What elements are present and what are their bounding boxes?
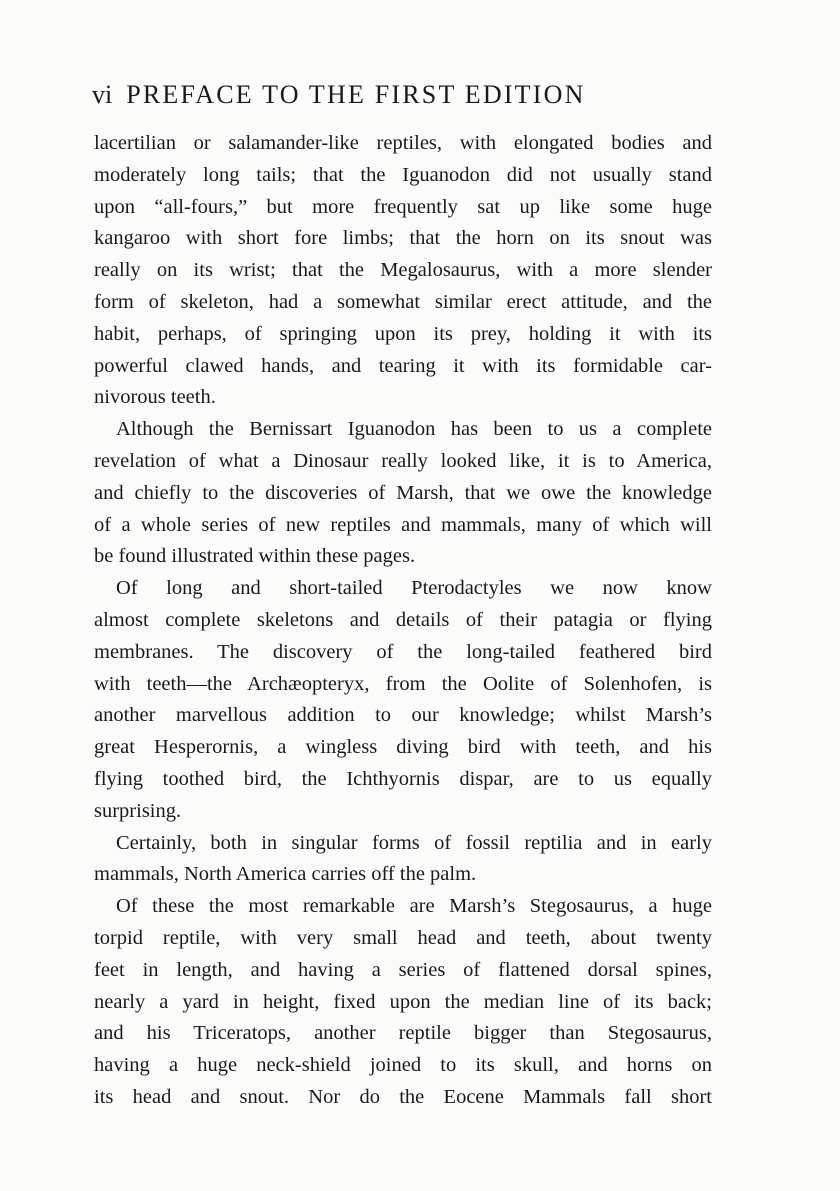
running-title: PREFACE TO THE FIRST EDITION — [126, 80, 586, 109]
page-number: vi — [92, 80, 113, 109]
body-text — [94, 128, 712, 1114]
running-header — [92, 80, 692, 110]
text-line: nivorous teeth. — [94, 386, 216, 409]
text-line: form of skeleton, had a somewhat similar erect attitude, and the — [94, 290, 712, 313]
text-line: powerful clawed hands, and tearing it with its formidable car- — [94, 354, 712, 377]
text-line: be found illustrated within these pages. — [94, 545, 416, 568]
text-line: torpid reptile, with very small head and teeth, about twenty — [94, 926, 712, 949]
text-line: revelation of what a Dinosaur really looked like, it is to America, — [94, 449, 712, 472]
text-line: another marvellous addition to our knowledge; whilst Marsh’s — [94, 704, 712, 727]
text-line: nearly a yard in height, fixed upon the median line of its back; — [94, 990, 712, 1013]
text-line: moderately long tails; that the Iguanodon did not usually stand — [94, 163, 712, 186]
text-line: almost complete skeletons and details of their patagia or flying — [94, 608, 712, 631]
text-line: lacertilian or salamander-like reptiles, with elongated bodies and — [94, 132, 712, 154]
text-line: Of these the most remarkable are Marsh’s Stegosaurus, a huge — [116, 895, 712, 918]
text-line: flying toothed bird, the Ichthyornis dispar, are to us equally — [94, 767, 712, 790]
text-line: Although the Bernissart Iguanodon has been to us a complete — [116, 418, 712, 441]
text-line: great Hesperornis, a wingless diving bird with teeth, and his — [94, 736, 712, 759]
text-line: its head and snout. Nor do the Eocene Mammals fall short — [94, 1085, 712, 1108]
text-line: of a whole series of new reptiles and mammals, many of which will — [94, 513, 712, 536]
text-line: feet in length, and having a series of flattened dorsal spines, — [94, 958, 712, 981]
text-line: upon “all-fours,” but more frequently sat up like some huge — [94, 195, 712, 218]
text-line: habit, perhaps, of springing upon its prey, holding it with its — [94, 322, 712, 345]
text-line: mammals, North America carries off the palm. — [94, 863, 477, 886]
text-line: having a huge neck-shield joined to its skull, and horns on — [94, 1054, 712, 1077]
text-line: really on its wrist; that the Megalosaurus, with a more slender — [94, 259, 712, 282]
text-line: with teeth—the Archæopteryx, from the Oolite of Solenhofen, is — [94, 672, 712, 695]
text-line: kangaroo with short fore limbs; that the horn on its snout was — [94, 227, 712, 250]
text-line: membranes. The discovery of the long-tailed feathered bird — [94, 640, 712, 663]
text-line: Of long and short-tailed Pterodactyles we now know — [116, 577, 712, 600]
text-line: and his Triceratops, another reptile bigger than Stegosaurus, — [94, 1022, 712, 1045]
text-line: surprising. — [94, 799, 182, 822]
text-line: and chiefly to the discoveries of Marsh, that we owe the knowledge — [94, 481, 712, 504]
text-line: Certainly, both in singular forms of fossil reptilia and in early — [116, 831, 712, 854]
